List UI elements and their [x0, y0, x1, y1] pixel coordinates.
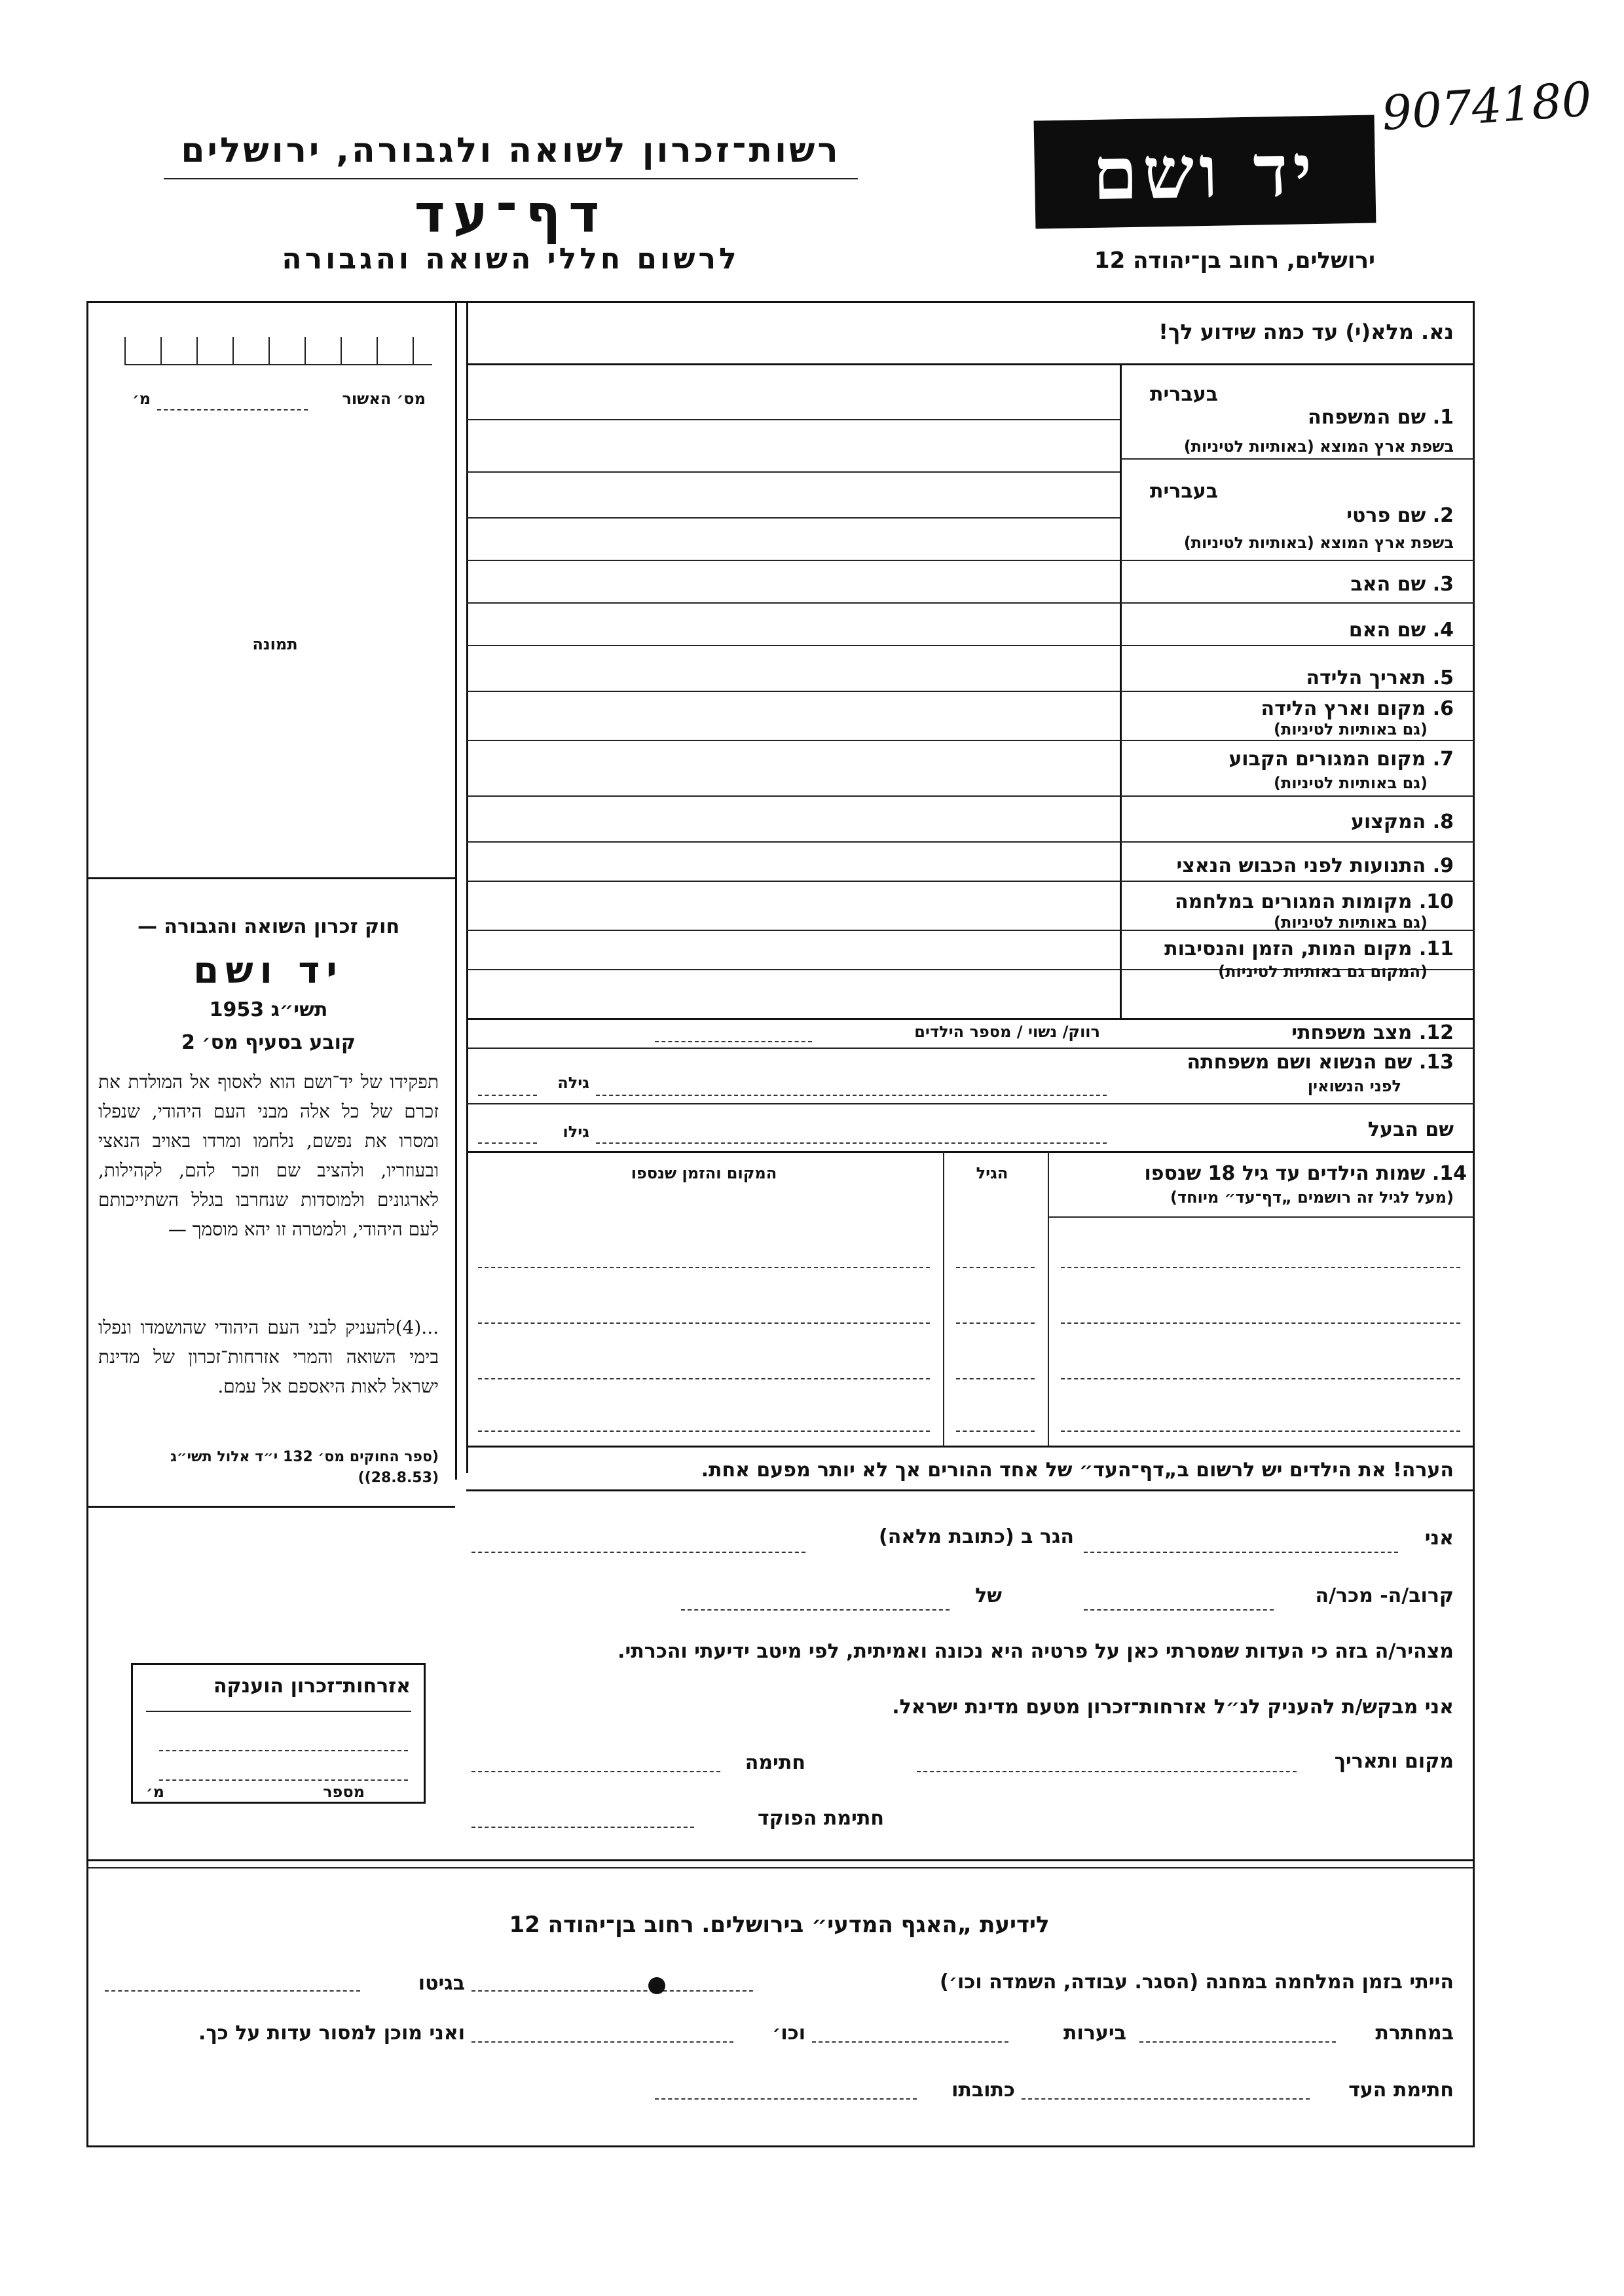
- declare-text: מצהיר/ה בזה כי העדות שמסרתי כאן על פרטיה היא נכונה ואמיתית, לפי מיטב ידיעתי והכרתי.: [618, 1640, 1454, 1663]
- ink-dot: [648, 1977, 665, 1994]
- field-7-label: 7. מקום המגורים הקבוע: [1228, 748, 1454, 771]
- children-sub: (מעל לגיל זה רושמים „דף־עד״ מיוחד): [1170, 1188, 1454, 1207]
- law-year: תשי״ג 1953: [209, 998, 328, 1021]
- husband-name-label: שם הבעל: [1367, 1118, 1454, 1141]
- certificate-number-no: מ׳: [146, 1783, 165, 1801]
- of-label: של: [975, 1584, 1002, 1607]
- sidebar-divider: [455, 301, 457, 1480]
- underground-label: במחתרת: [1375, 2022, 1454, 2045]
- field-6-sub: (גם באותיות לטיניות): [1274, 720, 1428, 738]
- forests-label: ביערות: [1063, 2022, 1126, 2045]
- law-text: תפקידו של יד־ושם הוא לאסוף אל המולדת את זכרם של כל אלה מבני העם היהודי, שנפלו ומסרו את נפשם, נלחמו ומרדו באויב הנאצי ובעוזריו, ולהציב שם וזכר להם, לקהילות, לארגונים ולמוסדות שנחרבו בגלל השתייכותם לעם היהודי, ולמטרה זו יהא מוסמך —: [98, 1071, 439, 1240]
- archive-number: 9074180: [1380, 71, 1594, 141]
- org-underline: [164, 178, 858, 179]
- field-11-label: 11. מקום המות, הזמן והנסיבות: [1164, 938, 1454, 960]
- resident-label: הגר ב (כתובת מלאה): [878, 1525, 1074, 1548]
- instruction: נא. מלא(י) עד כמה שידוע לך!: [1158, 319, 1454, 344]
- declaration-i: אני: [1424, 1527, 1454, 1550]
- signature-label: חתימה: [745, 1751, 805, 1774]
- form-title: דף־עד: [414, 183, 608, 244]
- children-label: 14. שמות הילדים עד גיל 18 שנספו: [1144, 1162, 1467, 1185]
- husband-age-label: גילו: [563, 1123, 589, 1141]
- law-name: יד ושם: [193, 949, 344, 992]
- footer-rule-2: [86, 1867, 1475, 1868]
- field-1-sub: בשפת ארץ המוצא (באותיות לטיניות): [1183, 437, 1454, 456]
- footer-rule: [86, 1859, 1475, 1861]
- field-12-label: 12. מצב משפחתי: [1291, 1021, 1454, 1044]
- field-10-label: 10. מקומות המגורים במלחמה: [1175, 890, 1454, 913]
- children-note: הערה! את הילדים יש לרשום ב„דף־העד״ של אחד ההורים אך לא יותר מפעם אחת.: [701, 1459, 1454, 1482]
- ready-text: ואני מוכן למסור עדות על כך.: [198, 2022, 465, 2045]
- footer-line1: הייתי בזמן המלחמה במחנה (הסגר. עבודה, השמדה וכו׳): [940, 1971, 1454, 1994]
- logo-text: יד ושם: [1092, 128, 1318, 216]
- field-13-label: 13. שם הנשוא ושם משפחתה: [1187, 1051, 1454, 1074]
- photo-label: תמונה: [252, 635, 298, 653]
- law-title: חוק זכרון השואה והגבורה —: [137, 915, 400, 938]
- field-8-label: 8. המקצוע: [1351, 811, 1454, 833]
- instruction-rule: [466, 363, 1475, 365]
- law-clause: קובע בסעיף מס׳ 2: [181, 1031, 356, 1054]
- field-2-label: 2. שם פרטי: [1346, 504, 1454, 527]
- form-subtitle: לרשום חללי השואה והגבורה: [282, 242, 740, 276]
- field-4-label: 4. שם האם: [1348, 619, 1454, 642]
- yad-vashem-logo: [1034, 115, 1376, 228]
- etc-label: וכו׳: [772, 2022, 805, 2045]
- header-address: ירושלים, רחוב בן־יהודה 12: [1094, 247, 1375, 274]
- law-text-2: ...(4)להעניק לבני העם היהודי שהושמדו ונפלו בימי השואה והמרי אזרחות־זכרון של מדינת ישראל לאות היאספם אל עמם.: [98, 1317, 439, 1397]
- request-text: אני מבקש/ת להעניק לנ״ל אזרחות־זכרון מטעם מדינת ישראל.: [892, 1696, 1454, 1719]
- organization-line: רשות־זכרון לשואה ולגבורה, ירושלים: [181, 131, 841, 170]
- cert-number-label: מס׳ האשור: [342, 390, 426, 408]
- in-hebrew-label-2: בעברית: [1150, 480, 1218, 503]
- sidebar-divider-upper: [466, 301, 468, 1473]
- in-ghetto-label: בגיטו: [418, 1972, 465, 1995]
- field-3-label: 3. שם האב: [1350, 573, 1454, 596]
- field-7-sub: (גם באותיות לטיניות): [1274, 774, 1428, 792]
- cert-number-no: מ׳: [132, 390, 151, 408]
- field-6-label: 6. מקום וארץ הלידה: [1261, 697, 1454, 720]
- children-place-col: המקום והזמן שנספו: [631, 1164, 777, 1182]
- field-13-sub: לפני הנשואין: [1307, 1077, 1401, 1095]
- official-signature-label: חתימת הפוקד: [758, 1807, 884, 1830]
- certificate-title: אזרחות־זכרון הוענקה: [213, 1675, 411, 1698]
- certificate-box: [131, 1663, 426, 1804]
- field-9-label: 9. התנועות לפני הכבוש הנאצי: [1176, 854, 1454, 877]
- relative-label: קרוב/ה- מכר/ה: [1315, 1584, 1454, 1607]
- children-age-col: הגיל: [976, 1164, 1008, 1182]
- marital-status-label: רווק/ נשוי / מספר הילדים: [914, 1023, 1100, 1041]
- place-date-label: מקום ותאריך: [1334, 1750, 1454, 1773]
- field-1-label: 1. שם המשפחה: [1308, 406, 1454, 429]
- wife-age-label: גילה: [557, 1074, 589, 1092]
- in-hebrew-label-1: בעברית: [1150, 383, 1218, 406]
- field-11-sub: (המקום גם באותיות לטיניות): [1218, 962, 1428, 981]
- law-ref: (ספר החוקים מס׳ 132 י״ד אלול תשי״ג (28.8.53)): [170, 1449, 439, 1486]
- certificate-number-label: מספר: [323, 1783, 365, 1801]
- witness-address-label: כתובתו: [951, 2079, 1015, 2102]
- witness-signature-label: חתימת העד: [1348, 2079, 1454, 2102]
- field-10-sub: (גם באותיות לטיניות): [1274, 913, 1428, 932]
- field-2-sub: בשפת ארץ המוצא (באותיות לטיניות): [1183, 534, 1454, 552]
- field-5-label: 5. תאריך הלידה: [1306, 666, 1454, 689]
- footer-title: לידיעת „האגף המדעי״ בירושלים. רחוב בן־יהודה 12: [509, 1912, 1050, 1938]
